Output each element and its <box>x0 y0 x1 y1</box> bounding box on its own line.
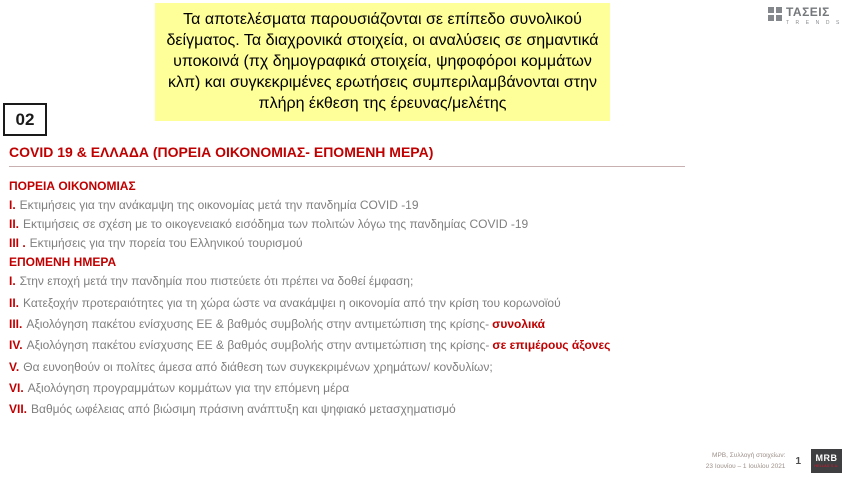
list-item <box>9 297 842 311</box>
source-line-1: ΜΡΒ, Συλλογή στοιχείων: <box>712 451 786 459</box>
list-item <box>9 218 842 232</box>
page-number: 1 <box>795 455 801 467</box>
taseis-logo <box>768 6 842 26</box>
section-next-day <box>9 255 842 417</box>
item-text: Εκτιμήσεις σε σχέση με το οικογενειακό εισόδημα των πολιτών λόγω της πανδημίας COVID -19 <box>23 216 529 231</box>
item-text: Βαθμός ωφέλειας από βιώσιμη πράσινη ανάπτυξη και ψηφιακό μετασχηματισμό <box>31 402 456 417</box>
list-item <box>9 339 842 353</box>
item-numeral: VI. <box>9 380 24 395</box>
item-numeral: II. <box>9 216 20 231</box>
item-text: Αξιολόγηση προγραμμάτων κομμάτων για την επόμενη μέρα <box>27 380 350 395</box>
item-highlight: συνολικά <box>492 317 545 332</box>
list-item <box>9 199 842 213</box>
item-highlight: σε επιμέρους άξονες <box>492 338 611 353</box>
source-note <box>706 450 786 472</box>
section-heading: ΠΟΡΕΙΑ ΟΙΚΟΝΟΜΙΑΣ <box>9 179 136 194</box>
taseis-logo-name: ΤΑΣΕΙΣ <box>785 5 830 19</box>
list-item <box>9 382 842 396</box>
mrb-logo-text: MRB <box>815 452 838 463</box>
taseis-logo-subtitle: T R E N D S <box>785 20 842 26</box>
item-numeral: I. <box>9 198 16 213</box>
title-divider <box>9 166 685 167</box>
item-numeral: I. <box>9 274 16 289</box>
footer <box>706 449 842 473</box>
item-numeral: III. <box>9 317 23 332</box>
item-text: Αξιολόγηση πακέτου ενίσχυσης ΕΕ & βαθμός συμβολής στην αντιμετώπιση της κρίσης- <box>26 317 490 332</box>
source-line-2: 23 Ιουνίου – 1 Ιουλίου 2021 <box>705 463 786 470</box>
list-item <box>9 403 842 417</box>
item-text: Αξιολόγηση πακέτου ενίσχυσης ΕΕ & βαθμός συμβολής στην αντιμετώπιση της κρίσης- <box>26 338 490 353</box>
taseis-logo-icon <box>768 7 782 21</box>
note-box: Τα αποτελέσματα παρουσιάζονται σε επίπεδο συνολικού δείγματος. Τα διαχρονικά στοιχεία, οι αναλύσεις σε σημαντικά υποκοινά (πχ δημογραφικά στοιχεία, ψηφοφόροι κομμάτων κλπ) και συγκεκριμένες ερωτήσεις συμπεριλαμβάνονται στην πλήρη έκθεση της έρευνας/μελέτης <box>155 3 610 121</box>
slide-number-box: 02 <box>3 103 47 136</box>
main-content <box>9 144 842 425</box>
item-text: Κατεξοχήν προτεραιότητες για τη χώρα ώστε να ανακάμψει η οικονομία από την κρίση του κορωνοϊού <box>23 295 561 310</box>
list-item <box>9 318 842 332</box>
section-economy <box>9 179 842 250</box>
item-numeral: V. <box>9 359 20 374</box>
item-numeral: III . <box>9 235 26 250</box>
list-item <box>9 237 842 251</box>
taseis-logo-text <box>786 6 842 26</box>
list-item <box>9 275 842 289</box>
item-text: Θα ευνοηθούν οι πολίτες άμεσα από διάθεση των συγκεκριμένων χρημάτων/ κονδυλίων; <box>23 359 493 374</box>
item-text: Εκτιμήσεις για την πορεία του Ελληνικού τουρισμού <box>29 235 303 250</box>
item-text: Στην εποχή μετά την πανδημία που πιστεύετε ότι πρέπει να δοθεί έμφαση; <box>19 274 414 289</box>
mrb-logo-subtext: HELLAS S.A. <box>814 463 839 468</box>
list-item <box>9 361 842 375</box>
item-text: Εκτιμήσεις για την ανάκαμψη της οικονομίας μετά την πανδημία COVID -19 <box>19 198 419 213</box>
section-heading: ΕΠΟΜΕΝΗ ΗΜΕΡΑ <box>9 255 117 270</box>
mrb-logo <box>811 449 842 473</box>
item-numeral: II. <box>9 295 20 310</box>
item-numeral: IV. <box>9 338 23 353</box>
page-title: COVID 19 & ΕΛΛΑΔΑ (ΠΟΡΕΙΑ ΟΙΚΟΝΟΜΙΑΣ- ΕΠΟΜΕΝΗ ΜΕΡΑ) <box>9 144 434 160</box>
item-numeral: VII. <box>9 402 28 417</box>
